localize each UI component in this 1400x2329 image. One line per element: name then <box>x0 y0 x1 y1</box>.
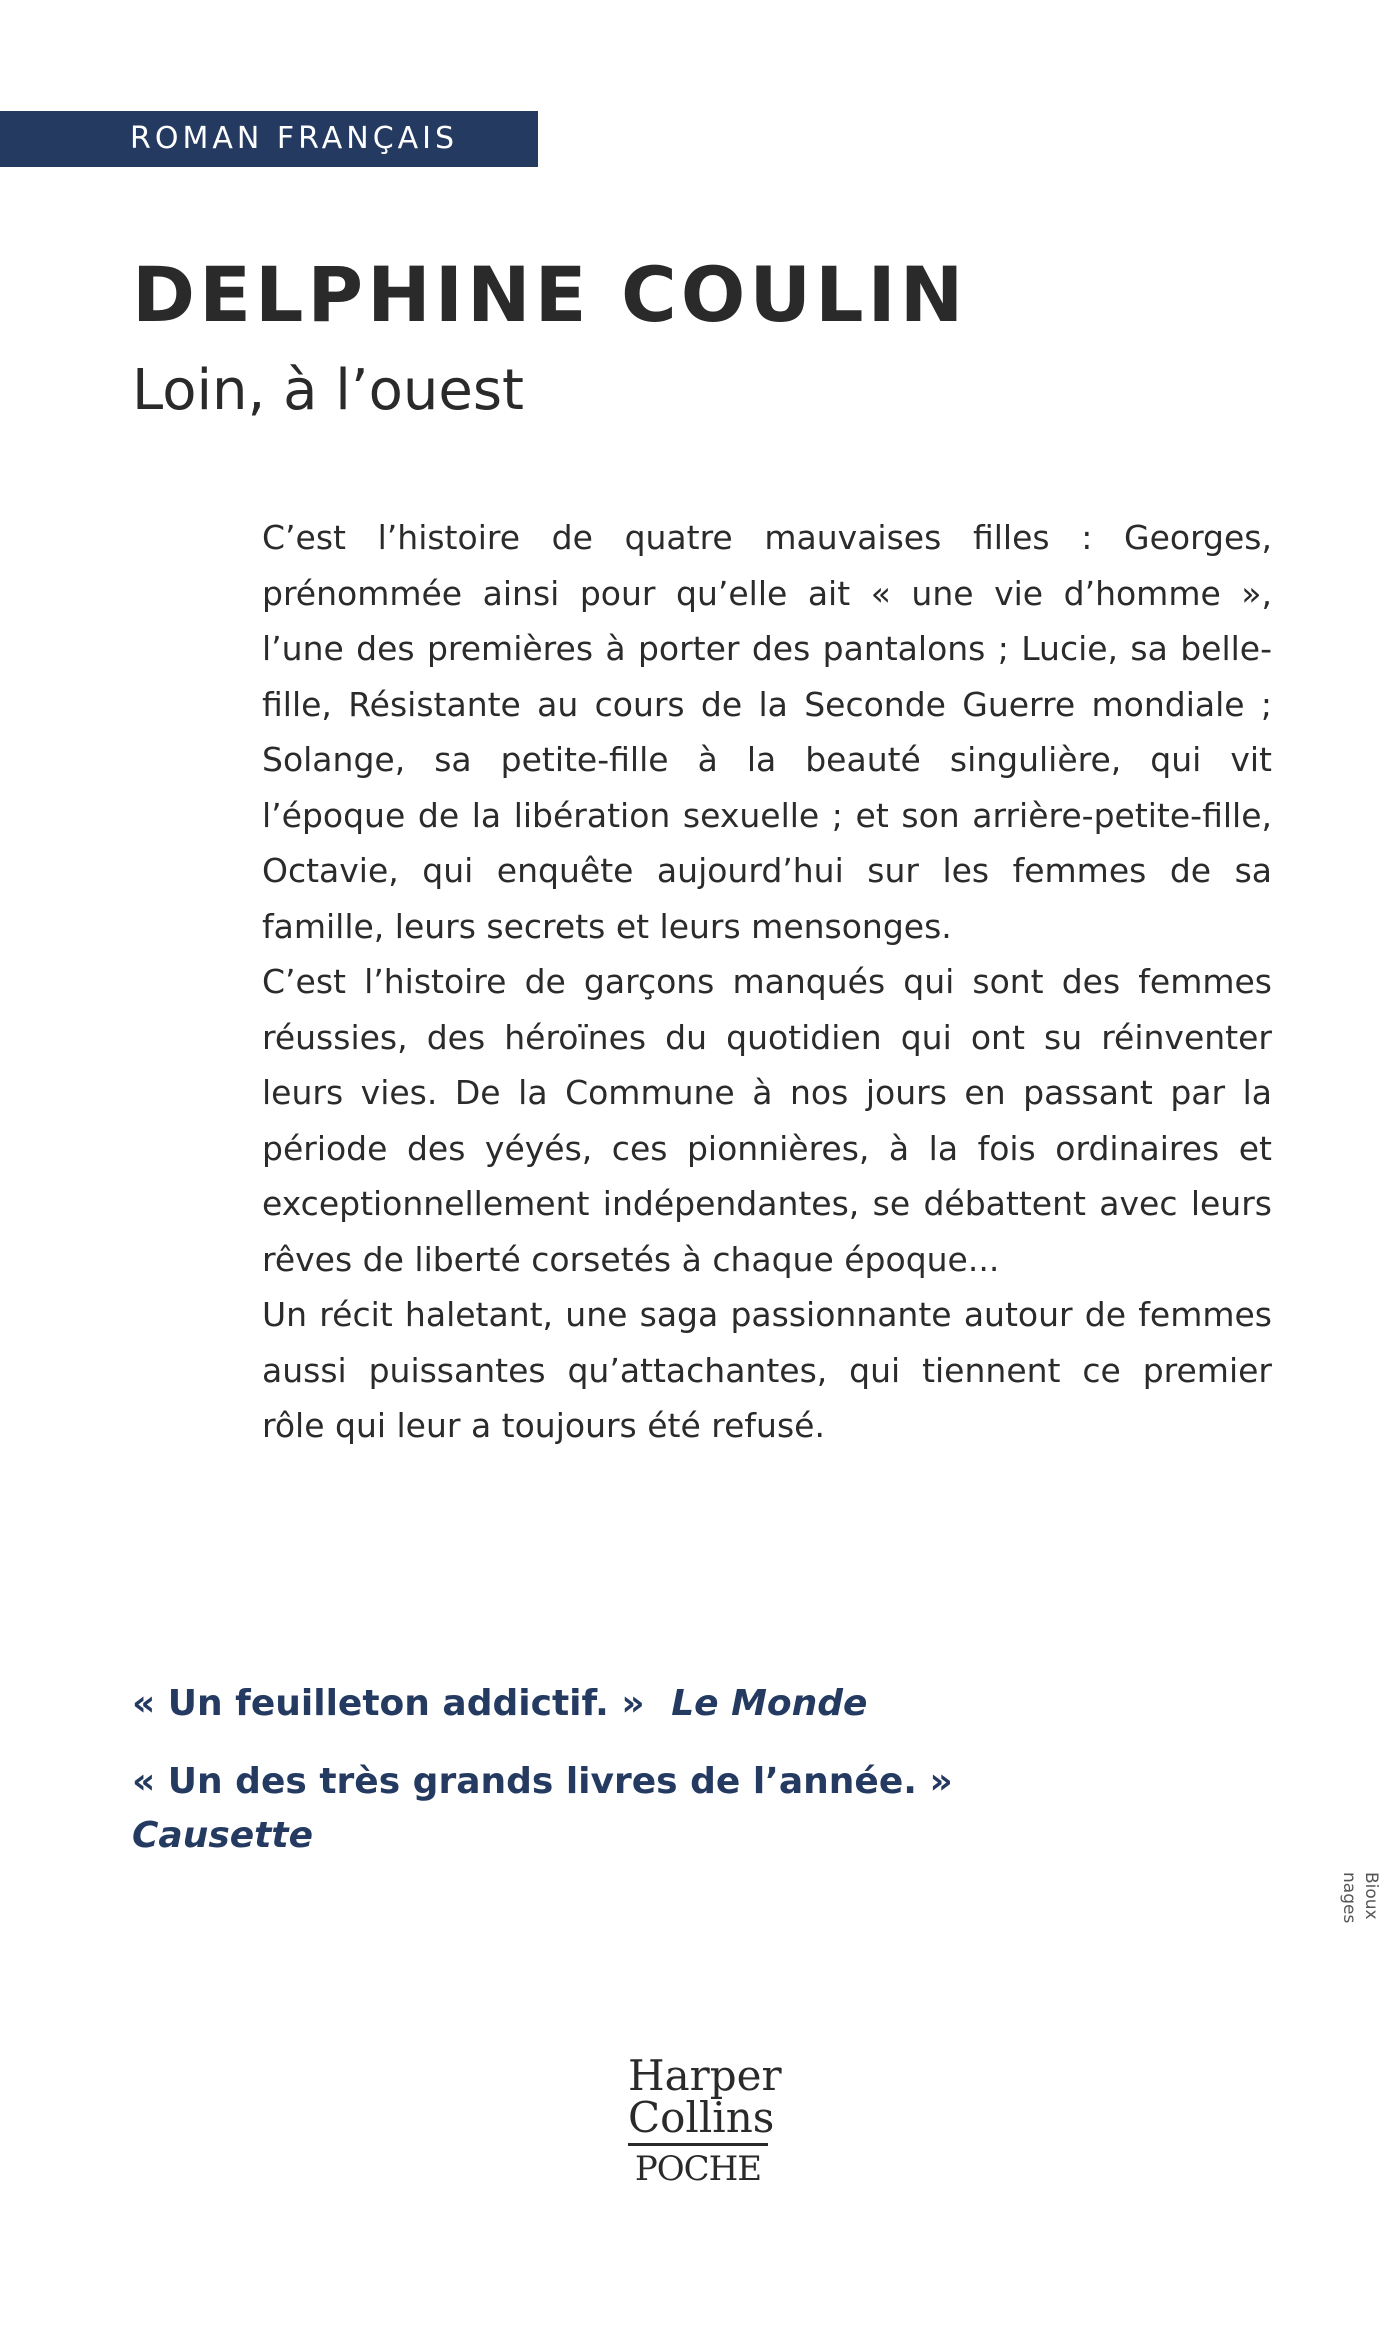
author-name: DELPHINE COULIN <box>132 250 968 339</box>
quote-source: Causette <box>132 1815 314 1856</box>
publisher-logo <box>628 2051 782 2189</box>
quote-text: « Un des très grands livres de l’année. » <box>132 1761 953 1802</box>
blurb <box>262 510 1272 1454</box>
quote-source: Le Monde <box>671 1683 868 1724</box>
publisher-logo-line: Collins <box>628 2097 768 2146</box>
blurb-paragraph: C’est l’histoire de quatre mauvaises filles : Georges, prénommée ainsi pour qu’elle ait « une vie d’homme », l’une des premières à porter des pantalons ; Lucie, sa belle-fille, Résistante au cours de la Seconde Guerre mondiale ; Solange, sa petite-fille à la beauté singulière, qui vit l’époque de la libération sexuelle ; et son arrière-petite-fille, Octavie, qui enquête aujourd’hui sur les femmes de sa famille, leurs secrets et leurs mensonges. <box>262 518 1272 946</box>
publisher-logo-line: Harper <box>628 2051 782 2100</box>
blurb-paragraph: C’est l’histoire de garçons manqués qui sont des femmes réussies, des héroïnes du quotidien qui ont su réinventer leurs vies. De la Commune à nos jours en passant par la période des yéyés, ces pionnières, à la fois ordinaires et exceptionnellement indépendantes, se débattent avec leurs rêves de liberté corsetés à chaque époque... <box>262 962 1272 1279</box>
press-quotes <box>132 1676 1232 1884</box>
collection-banner: ROMAN FRANÇAIS <box>0 111 538 167</box>
image-credit <box>1292 1872 1382 1934</box>
quote-text: « Un feuilleton addictif. » <box>132 1683 645 1724</box>
credit-line: nages <box>1339 1872 1359 1924</box>
book-title: Loin, à l’ouest <box>132 358 524 423</box>
press-quote <box>132 1676 1232 1732</box>
blurb-paragraph: Un récit haletant, une saga passionnante autour de femmes aussi puissantes qu’attachantes, qui tiennent ce premier rôle qui leur a toujours été refusé. <box>262 1295 1272 1445</box>
credit-line: Bioux <box>1361 1872 1381 1920</box>
press-quote <box>132 1754 1232 1862</box>
publisher-logo-line: POCHE <box>634 2149 762 2189</box>
